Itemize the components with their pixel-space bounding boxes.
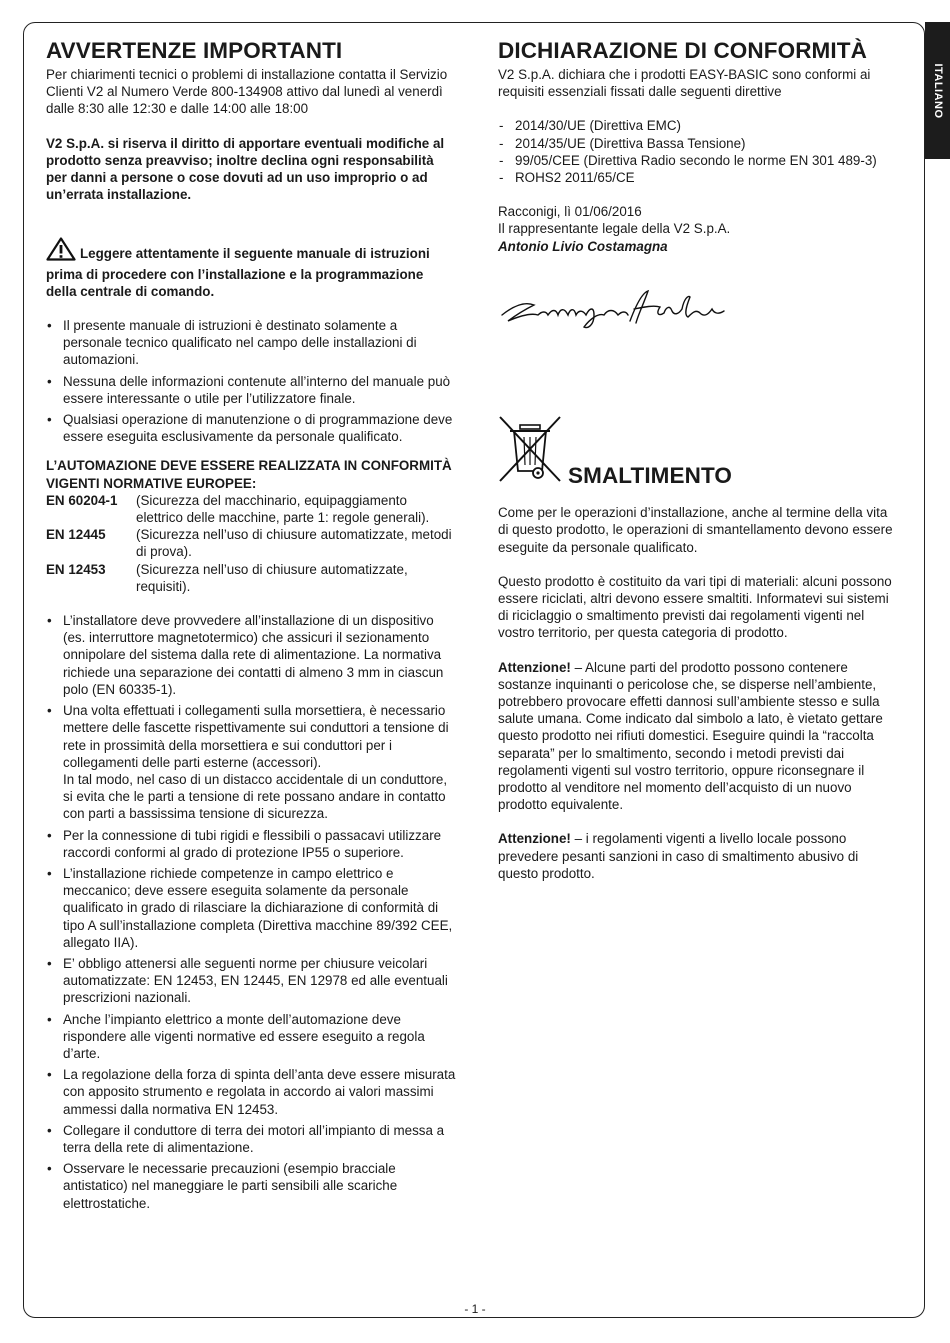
disposal-paragraph: Questo prodotto è costituito da vari tipi di materiali: alcuni possono essere riciclati, altri devono essere smaltiti. Informatevi sui sistemi di riciclaggio o smaltimento previsti dai regolamenti vigenti nel vostro territorio, per questa categoria di prodotto. [498, 573, 892, 641]
list-item [46, 702, 456, 822]
list-item: • Anche l’impianto elettrico a monte dell’automazione deve rispondere alle vigenti normative ed essere eseguito a regola d’arte. [46, 1011, 456, 1063]
norm-desc: (Sicurezza del macchinario, equipaggiamento elettrico delle macchine, parte 1: regole generali). [136, 492, 430, 526]
crossed-bin-icon [498, 415, 562, 487]
disposal-title: SMALTIMENTO [568, 463, 733, 489]
reserve-notice: V2 S.p.A. si riserva il diritto di apportare eventuali modifiche al prodotto senza preavviso; inoltre declina ogni responsabilità per danni a persone o cose dovuti ad un uso improprio o ad un’errata installazione. [46, 135, 445, 203]
directive-item: - 2014/30/UE (Direttiva EMC) [498, 117, 900, 134]
attention-paragraph [498, 659, 900, 814]
conformity-intro: V2 S.p.A. dichiara che i prodotti EASY-BASIC sono conformi ai requisiti essenziali fissati dalle seguenti direttive [498, 67, 871, 100]
disposal-paragraph: Come per le operazioni d’installazione, anche al termine della vita di questo prodotto, le operazioni di smantellamento devono essere eseguite da personale qualificato. [498, 505, 893, 555]
place-date: Racconigi, lì 01/06/2016 [498, 204, 642, 220]
list-item: • Nessuna delle informazioni contenute all’interno del manuale può essere interessante o utile per l’utilizzatore finale. [46, 373, 456, 407]
bullet-list-2 [46, 612, 456, 1212]
norm-code: EN 12445 [46, 527, 106, 543]
norm-code: EN 12453 [46, 561, 106, 577]
norms-list [46, 492, 456, 595]
norm-desc: (Sicurezza nell’uso di chiusure automatizzate, metodi di prova). [136, 527, 452, 560]
support-intro: Per chiarimenti tecnici o problemi di installazione contatta il Servizio Clienti V2 al Numero Verde 800-134908 attivo dal lunedì al venerdì dalle 8:30 alle 12:30 e dalle 14:00 alle 18:00 [46, 67, 448, 117]
list-item-extra: In tal modo, nel caso di un distacco accidentale di un conduttore, si evita che le parti a tensione di rete possano andare in contatto con parti a bassissima tensione di sicurezza. [63, 771, 448, 822]
list-item: • Qualsiasi operazione di manutenzione o di programmazione deve essere eseguita esclusivamente da personale qualificato. [46, 411, 456, 445]
list-item: • Per la connessione di tubi rigidi e flessibili o passacavi utilizzare raccordi conformi al grado di protezione IP55 o superiore. [46, 827, 456, 861]
warnings-title: AVVERTENZE IMPORTANTI [46, 38, 343, 63]
right-column [498, 38, 900, 882]
directives-list [498, 117, 900, 186]
directive-item: - 99/05/CEE (Direttiva Radio secondo le norme EN 301 489-3) [498, 152, 900, 169]
attention-label: Attenzione! [498, 831, 571, 847]
norm-row [46, 526, 456, 560]
directive-item: - ROHS2 2011/65/CE [498, 169, 900, 186]
norm-row [46, 561, 456, 595]
legal-representative: Il rappresentante legale della V2 S.p.A. [498, 221, 731, 237]
warning-text: Leggere attentamente il seguente manuale di istruzioni prima di procedere con l’installazione e la programmazione della centrale di comando. [46, 246, 430, 299]
list-item: • L’installatore deve provvedere all’installazione di un dispositivo (es. interruttore magnetotermico) che assicuri il sezionamento onnipolare del sistema dalla rete di alimentazione. La normativa richiede una separazione dei contatti di almeno 3 mm in ciascun polo (EN 60335-1). [46, 612, 456, 698]
directive-item: - 2014/35/UE (Direttiva Bassa Tensione) [498, 135, 900, 152]
warning-triangle-icon [46, 237, 76, 265]
list-item: • Osservare le necessarie precauzioni (esempio bracciale antistatico) nel maneggiare le parti sensibili alle scariche elettrostatiche. [46, 1160, 456, 1212]
norm-row [46, 492, 456, 526]
attention-label: Attenzione! [498, 659, 571, 675]
conformity-title: DICHIARAZIONE DI CONFORMITÀ [498, 38, 867, 63]
list-item: • E’ obbligo attenersi alle seguenti norme per chiusure veicolari automatizzate: EN 12453, EN 12445, EN 12978 ed alle eventuali prescrizioni nazionali. [46, 955, 456, 1007]
attention-text: – i regolamenti vigenti a livello locale possono prevedere pesanti sanzioni in caso di smaltimento abusivo di questo prodotto. [498, 831, 859, 881]
list-item: • L’installazione richiede competenze in campo elettrico e meccanico; deve essere eseguita solamente da personale qualificato in grado di rilasciare la dichiarazione di conformità di tipo A sull’installazione completa (Direttiva macchine 89/392 CEE, allegato IIA). [46, 865, 456, 951]
list-item: • Collegare il conduttore di terra dei motori all’impianto di messa a terra della rete di alimentazione. [46, 1122, 456, 1156]
attention-text: – Alcune parti del prodotto possono contenere sostanze inquinanti o pericolose che, se disperse nell’ambiente, potrebbero provocare effetti dannosi sull’ambiente stesso e sulla salute umana. Come indicato dal simbolo a lato, è vietato gettare questo prodotto nei rifiuti domestici. Eseguire quindi la “raccolta separata” per lo smaltimento, secondo i metodi previsti dai regolamenti vigenti sul vostro territorio, oppure riconsegnare il prodotto al venditore nel momento dell’acquisto di un nuovo prodotto equivalente. [498, 659, 883, 813]
page-number: - 1 - [464, 1302, 486, 1316]
disposal-header [498, 415, 900, 487]
bullet-list-1 [46, 317, 456, 445]
norm-code: EN 60204-1 [46, 492, 118, 508]
signature [498, 285, 900, 339]
warning-notice [46, 237, 456, 300]
left-column [46, 38, 456, 1216]
signatory-name: Antonio Livio Costamagna [498, 238, 668, 254]
list-item-text: Una volta effettuati i collegamenti sulla morsettiera, è necessario mettere delle fascette rispettivamente sui conduttori a tensione di rete in prossimità della morsettiera e sui conduttori per i collegamenti delle parti esterne (accessori). [63, 703, 449, 770]
norms-heading: L’AUTOMAZIONE DEVE ESSERE REALIZZATA IN CONFORMITÀ VIGENTI NORMATIVE EUROPEE: [46, 458, 452, 491]
attention-paragraph [498, 830, 900, 882]
list-item: • Il presente manuale di istruzioni è destinato solamente a personale tecnico qualificato nel campo delle installazioni di automazioni. [46, 317, 456, 369]
list-item: • La regolazione della forza di spinta dell’anta deve essere misurata con apposito strumento e regolata in accordo ai valori massimi ammessi dalla normativa EN 12453. [46, 1066, 456, 1118]
language-tab-label: ITALIANO [931, 62, 944, 119]
language-tab [925, 22, 950, 159]
norm-desc: (Sicurezza nell’uso di chiusure automatizzate, requisiti). [136, 561, 408, 594]
